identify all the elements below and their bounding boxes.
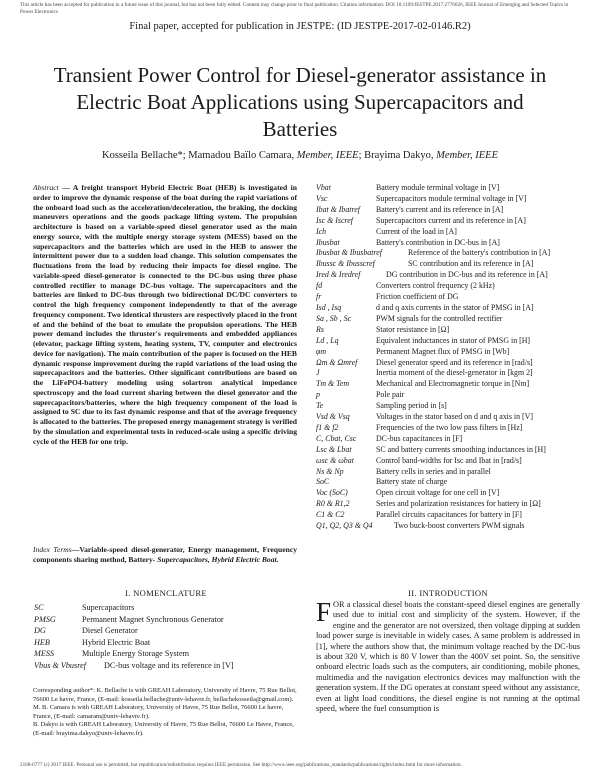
symbol-row	[316, 292, 578, 303]
symbol-desc: Current of the load in [A]	[376, 226, 457, 236]
author-1: Kosseila Bellache*; Mamadou Baïlo Camara,	[102, 150, 295, 161]
index-terms-label: Index Terms	[33, 545, 72, 554]
symbol-row	[316, 368, 578, 379]
symbol-desc: Supercapacitors module terminal voltage in [V]	[376, 193, 527, 203]
symbol: Ibussc & Ibusscref	[316, 259, 375, 269]
symbol-row	[316, 248, 578, 259]
final-paper-line: Final paper, accepted for publication in JESTPE: (ID JESTPE-2017-02-0146.R2)	[129, 21, 471, 32]
symbol-row	[316, 303, 578, 314]
symbol: Ωm & Ωmref	[316, 357, 358, 367]
symbol-desc: Open circuit voltage for one cell in [V]	[376, 488, 500, 498]
nomenclature-desc: DC-bus voltage and its reference in [V]	[104, 660, 234, 670]
symbol-row	[316, 259, 578, 270]
symbol-row	[316, 488, 578, 499]
symbol-row	[316, 445, 578, 456]
symbol-row	[316, 510, 578, 521]
author-2-role: Member, IEEE	[436, 150, 498, 161]
symbol-row	[316, 205, 578, 216]
symbol: Ns & Np	[316, 466, 344, 476]
symbol-row	[316, 325, 578, 336]
nomenclature-symbol: Vbus & Vbusref	[34, 660, 87, 670]
symbol-row	[316, 270, 578, 281]
symbol-desc: PWM signals for the controlled rectifier	[376, 313, 503, 323]
author-line	[0, 150, 600, 161]
symbol: Ld , Lq	[316, 335, 339, 345]
symbol-row	[316, 477, 578, 488]
symbol-desc: Battery cells in series and in parallel	[376, 466, 491, 476]
nomenclature-symbol: PMSG	[34, 614, 56, 624]
symbol: Lsc & Lbat	[316, 444, 352, 454]
affiliation-3: B. Dakyo is with GREAH Laboratory, University of Havre, 75 Rue Bellot, 76600 Le Havre, France, (E-mail: brayima.dakyo@univ-lehavre.fr).	[33, 721, 294, 737]
symbol: J	[316, 368, 320, 378]
nomenclature-row	[34, 660, 300, 672]
symbol-desc: SC contribution and its reference in [A]	[408, 259, 534, 269]
drop-cap: F	[316, 597, 332, 627]
symbol-desc: Reference of the battery's contribution in [A]	[408, 248, 551, 258]
symbol-row	[316, 499, 578, 510]
symbol: p	[316, 390, 320, 400]
index-terms	[33, 545, 297, 564]
symbol: fd	[316, 281, 323, 291]
symbol-row	[316, 379, 578, 390]
author-affiliations	[33, 687, 299, 739]
nomenclature-row	[34, 602, 300, 614]
symbol: Ired & Iredref	[316, 270, 361, 280]
symbol: Tm & Tem	[316, 379, 350, 389]
symbol-desc: Battery's contribution in DC-bus in [A]	[376, 237, 500, 247]
symbol: ωsc & ωbat	[316, 455, 354, 465]
symbol-row	[316, 401, 578, 412]
symbol: Ibusbat & Ibusbatref	[316, 248, 382, 258]
journal-header-note: This article has been accepted for publication in a future issue of this journal, but has not been fully edited. Content may change prior to final publication. Citation information: DOI 10.1109/JESTPE.2017.2776626, IEEE Journal of Emerging and Selected Topics in Power Electronics	[20, 2, 569, 15]
symbol-row	[316, 336, 578, 347]
symbol: SoC	[316, 477, 330, 487]
symbol-desc: Voltages in the stator based on d and q axis in [V]	[376, 412, 533, 422]
introduction-text: OR a classical diesel boats the constant-speed diesel engines are generally used due to initial cost and simplicity of the system. However, if the engine and the generator are not oversized, then voltage dipping at sudden load power surge is inevitable in widely cases. A same problem is addressed in [1], where the authors show that, the minimum voltage reached by the DC-bus is about 320 V, which is 80 V lower than the 400V set point. So, the sensitive onboard electric loads such as the computers, air conditioning, mobile phones, multimedia and the navigation electronics devices may malfunction with the generation system. If the DG operates at constant speed without any assistance, even at light load conditions, the diesel engine is not running at the optimal speed, where the fuel consumption is	[316, 600, 580, 714]
symbol-row	[316, 281, 578, 292]
symbol-row	[316, 456, 578, 467]
author-2: ; Brayima Dakyo,	[358, 150, 434, 161]
symbol: Rs	[316, 324, 324, 334]
symbol: C, Cbat, Csc	[316, 433, 357, 443]
symbol-desc: Series and polarization resistances for battery in [Ω]	[376, 499, 541, 509]
nomenclature-desc: Multiple Energy Storage System	[82, 649, 189, 658]
symbol: Vsd & Vsq	[316, 412, 350, 422]
introduction-body	[316, 597, 580, 714]
symbol-desc: Stator resistance in [Ω]	[376, 324, 450, 334]
symbol: Ich	[316, 226, 327, 236]
nomenclature-desc: Permanent Magnet Synchronous Generator	[82, 614, 224, 624]
nomenclature-desc: Diesel Generator	[82, 626, 138, 635]
symbol-desc: Permanent Magnet flux of PMSG in [Wb]	[376, 346, 510, 356]
symbol-row	[316, 238, 578, 249]
symbol: C1 & C2	[316, 510, 345, 520]
symbol-desc: Battery's current and its reference in [A]	[376, 204, 504, 214]
nomenclature-row	[34, 637, 300, 649]
symbol-desc: Supercapacitors current and its reference in [A]	[376, 215, 526, 225]
symbol-row	[316, 358, 578, 369]
symbol-row	[316, 434, 578, 445]
symbol-row	[316, 412, 578, 423]
symbol-row	[316, 216, 578, 227]
symbol-desc: Diesel generator speed and its reference in [rad/s]	[376, 357, 533, 367]
abstract-label: Abstract	[33, 183, 59, 192]
symbol-table	[316, 183, 578, 532]
copyright-footer: 2168-6777 (c) 2017 IEEE. Personal use is permitted, but republication/redistribution requires IEEE permission. See http://www.ieee.org/publications_standards/publications/rights/index.html for more information.	[20, 762, 462, 768]
symbol: Ibusbat	[316, 237, 340, 247]
symbol-desc: SC and battery currents smoothing inductances in [H]	[376, 444, 546, 454]
symbol-desc: Battery module terminal voltage in [V]	[376, 183, 500, 192]
symbol-row	[316, 194, 578, 205]
affiliation-1: Corresponding author*: K. Bellache is with GREAH Laboratory, University of Havre, 75 Rue Bellot, 76600 Le havre, France, (E-mail: kosseila.bellache@univ-lehavre.fr, bellachekosseila@gmail.com).	[33, 687, 297, 703]
paper-title: Transient Power Control for Diesel-generator assistance in Electric Boat Applications using Supercapacitors and Batteries	[53, 63, 547, 141]
symbol: Voc (SoC)	[316, 488, 348, 498]
symbol: Q1, Q2, Q3 & Q4	[316, 521, 373, 531]
index-terms-italic: Supercapacitors, Hybrid Electric Boat.	[157, 554, 279, 564]
symbol-desc: Equivalent inductances in stator of PMSG in [H]	[376, 335, 531, 345]
nomenclature-heading: I. NOMENCLATURE	[125, 588, 207, 598]
index-terms-text: —Variable-speed diesel-generator, Energy management, Frequency components sharing method, Battery-	[33, 545, 297, 564]
symbol: Ibat & Ibatref	[316, 204, 360, 214]
nomenclature-symbol: DG	[34, 626, 46, 635]
abstract-text: — A freight transport Hybrid Electric Boat (HEB) is investigated in order to improve the dynamic response of the boat during the rapid variations of the onboard load such as the acceleration/deceleration, the braking, the docking maneuvers operations and the goods package lifting system. The propulsion architecture is based on a variable-speed diesel generator used as the main energy source, with the multiple energy storage system (MESS) based on the supercapacitors and the batteries which are used in the HEB to answer the intermittent power due to a sudden load change. This solution compensates the fluctuations from the load by reducing their impacts for diesel engine. The variable-speed diesel-generator is connected to the DC-bus using three phase controlled rectifier to manage DC-bus voltage. The supercapacitors and the batteries are linked to DC-bus through two bidirectional DC/DC converters to control the high frequency component independently to that of the average frequency component. Two identical thrusters are respectively placed in the front of and the behind of the boat to emulate the propulsion operations. The HEB power demand includes the thruster's requirements and embedded appliances (elevator, package lifting system, heating system, TV, computer and electronics device for navigation). The main contribution of the paper is focused on the HEB dynamic response improvement during the rapid variations of the load using the supercapacitors and the batteries. Other significant contributions are based on the LiFePO4-battery modeling using solartron analytical impedance spectroscopy and the load current sharing between the diesel generator and the supercapacitors/batteries, where the high frequency component of the load is assigned to SC due to its fast dynamic response and that of the average frequency is allocated to the batteries. The proposed energy management strategy is verified by the simulation and experimental tests in reduced-scale using a specific driving cycle of the HEB for one trip.	[33, 183, 297, 446]
symbol-row	[316, 347, 578, 358]
symbol-desc: Frequencies of the two low pass filters in [Hz]	[376, 422, 523, 432]
symbol: fr	[316, 292, 322, 302]
symbol-desc: Inertia moment of the diesel-generator in [kgm 2]	[376, 368, 533, 378]
symbol-row	[316, 467, 578, 478]
symbol-desc: Mechanical and Electromagnetic torque in [Nm]	[376, 379, 530, 389]
symbol: Isd , Isq	[316, 302, 342, 312]
symbol: Sa , Sb , Sc	[316, 313, 352, 323]
symbol-desc: d and q axis currents in the stator of PMSG in [A]	[376, 302, 534, 312]
symbol-desc: Battery state of charge	[376, 477, 448, 487]
nomenclature-row	[34, 614, 300, 626]
symbol-row	[316, 314, 578, 325]
symbol-desc: Parallel circuits capacitances for battery in [F]	[376, 510, 522, 520]
nomenclature-list	[34, 602, 300, 671]
affiliation-2: M. B. Camara is with GREAH Laboratory, University of Havre, 75 Rue Bellot, 76600 Le havre, France, (E-mail: camaram@univ-lehavre.fr).	[33, 704, 284, 720]
introduction-heading: II. INTRODUCTION	[408, 588, 488, 598]
symbol-desc: Pole pair	[376, 390, 405, 400]
symbol: Isc & Iscref	[316, 215, 353, 225]
nomenclature-row	[34, 648, 300, 660]
symbol-desc: DC-bus capacitances in [F]	[376, 433, 463, 443]
symbol: R0 & R1,2	[316, 499, 350, 509]
nomenclature-symbol: SC	[34, 603, 44, 612]
symbol: Te	[316, 401, 324, 411]
symbol: Vbat	[316, 183, 331, 192]
nomenclature-symbol: HEB	[34, 637, 50, 647]
symbol: φm	[316, 346, 327, 356]
symbol-row	[316, 521, 578, 532]
symbol: Vsc	[316, 193, 328, 203]
symbol-row	[316, 183, 578, 194]
abstract	[33, 183, 297, 446]
symbol-desc: Control band-widths for Isc and Ibat in [rad/s]	[376, 455, 522, 465]
nomenclature-symbol: MESS	[34, 649, 55, 658]
symbol-row	[316, 390, 578, 401]
symbol: f1 & f2	[316, 422, 339, 432]
symbol-row	[316, 227, 578, 238]
nomenclature-row	[34, 625, 300, 637]
symbol-desc: Converters control frequency (2 kHz)	[376, 281, 495, 291]
nomenclature-desc: Hybrid Electric Boat	[82, 637, 151, 647]
symbol-row	[316, 423, 578, 434]
symbol-desc: DG contribution in DC-bus and its reference in [A]	[386, 270, 548, 280]
symbol-desc: Sampling period in [s]	[376, 401, 447, 411]
nomenclature-desc: Supercapacitors	[82, 603, 135, 612]
author-1-role: Member, IEEE	[296, 150, 359, 161]
symbol-desc: Friction coefficient of DG	[376, 292, 459, 302]
symbol-desc: Two buck-boost converters PWM signals	[394, 521, 525, 531]
